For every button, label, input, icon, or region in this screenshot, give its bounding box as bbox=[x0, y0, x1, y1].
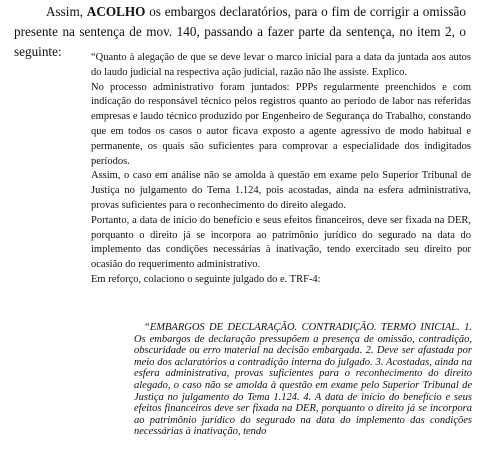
quoted-sentence-block bbox=[91, 51, 471, 288]
quote-paragraph-5: Em reforço, colaciono o seguinte julgado do e. TRF-4: bbox=[91, 273, 321, 285]
intro-rest: os embargos declaratórios, para o fim de corrigir a omissão presente na sentença de mov. 140, passando a fazer parte da sentença, no item 2, o seguinte: bbox=[14, 4, 467, 59]
quote-paragraph-1: “Quanto à alegação de que se deve levar o marco inicial para a data da juntada aos autos do laudo judicial na respectiva ação judicial, razão não lhe assiste. Explico. bbox=[91, 52, 471, 78]
intro-keyword: ACOLHO bbox=[86, 4, 146, 19]
quote-paragraph-2: No processo administrativo foram juntados: PPPs regularmente preenchidos e com indicação do responsável técnico pelos registros quanto ao período de labor nas referidas empresas e laudo técnico produzido por Engenheiro de Segurança do Trabalho, constando que em todos os casos o autor ficava exposto a agente agressivo de modo habitual e permanente, os quais são suficientes para comprovar a especialidade dos indigitados períodos. bbox=[91, 81, 471, 167]
jurisprudence-quote bbox=[134, 322, 472, 438]
quote-paragraph-4: Portanto, a data de início do benefício e seus efeitos financeiros, deve ser fixada na DER, porquanto o direito já se incorpora ao patrimônio jurídico do segurado na data do implemento das condições necessárias à inativação, tendo exercitado seu direito por ocasião do requerimento administrativo. bbox=[91, 214, 471, 271]
intro-lead: Assim, bbox=[46, 4, 84, 19]
jurisprudence-text: “EMBARGOS DE DECLARAÇÃO. CONTRADIÇÃO. TERMO INICIAL. 1. Os embargos de declaração pressupõem a presença de omissão, contradição, obscuridade ou erro material na decisão embargada. 2. Deve ser afastada por meio dos aclaratórios a contradição interna do julgado. 3. Acostadas, ainda na esfera administrativa, provas suficientes para o reconhecimento do direito alegado, o caso não se amolda à questão em exame pelo Superior Tribunal de Justiça no julgamento do Tema 1.124. 4. A data de início do benefício e seus efeitos financeiros deve ser fixada na DER, porquanto o direito já se incorpora ao patrimônio jurídico do segurado na data do implemento das condições necessárias à inativação, tendo bbox=[134, 322, 472, 438]
quote-paragraph-3: Assim, o caso em análise não se amolda à questão em exame pelo Superior Tribunal de Justiça no julgamento do Tema 1.124, pois acostadas, ainda na esfera administrativa, provas suficientes para o reconhecimento do direito alegado. bbox=[91, 170, 471, 211]
